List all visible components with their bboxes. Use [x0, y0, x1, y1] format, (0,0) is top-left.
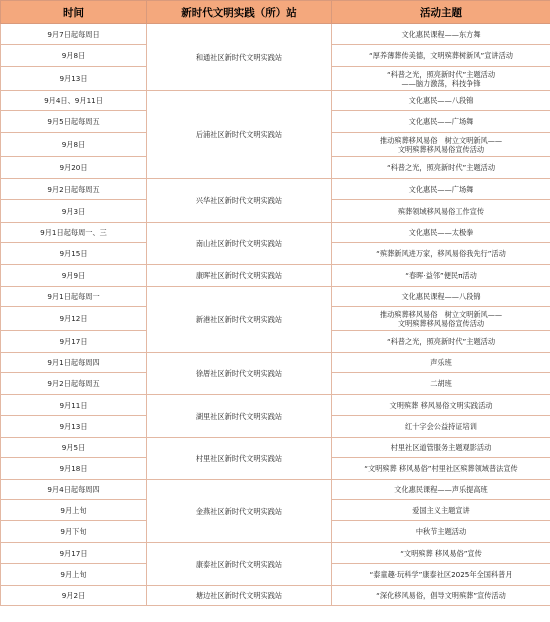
time-cell: 9月13日 — [1, 67, 147, 91]
station-cell: 和通社区新时代文明实践站 — [147, 24, 332, 91]
topic-cell: 二胡班 — [332, 373, 550, 395]
station-cell: 新港社区新时代文明实践站 — [147, 287, 332, 353]
topic-cell: 文明殡葬 移风易俗文明实践活动 — [332, 395, 550, 416]
topic-cell: 文化惠民课程——声乐提高班 — [332, 480, 550, 500]
time-cell: 9月8日 — [1, 133, 147, 157]
topic-cell: 推动殡葬移风易俗 树立文明新风—— 文明殡葬移风易俗宣传活动 — [332, 307, 550, 331]
table-row — [1, 543, 550, 564]
time-cell: 9月15日 — [1, 243, 147, 265]
time-cell: 9月20日 — [1, 157, 147, 179]
topic-cell: “科普之光，照亮新时代”主题活动 — [332, 331, 550, 353]
station-cell: 塘边社区新时代文明实践站 — [147, 586, 332, 606]
topic-cell: 文化惠民——太极拳 — [332, 223, 550, 243]
table-row — [1, 586, 550, 606]
time-cell: 9月17日 — [1, 331, 147, 353]
table-row — [1, 223, 550, 243]
topic-cell: 文化惠民——广场舞 — [332, 179, 550, 200]
station-cell: 湖里社区新时代文明实践站 — [147, 395, 332, 438]
table-row — [1, 353, 550, 373]
station-cell: 金燕社区新时代文明实践站 — [147, 480, 332, 543]
time-cell: 9月11日 — [1, 395, 147, 416]
topic-cell: 文化惠民——广场舞 — [332, 111, 550, 133]
time-cell: 9月17日 — [1, 543, 147, 564]
time-cell: 9月13日 — [1, 416, 147, 438]
time-cell: 9月下旬 — [1, 521, 147, 543]
time-cell: 9月18日 — [1, 458, 147, 480]
time-cell: 9月1日起每周一 — [1, 287, 147, 307]
topic-cell: “文明殡葬 移风易俗”村里社区殡葬领域普法宣传 — [332, 458, 550, 480]
header-topic: 活动主题 — [332, 1, 550, 24]
topic-cell: “厚养薄葬传美德，文明殡葬树新风”宣讲活动 — [332, 45, 550, 67]
time-cell: 9月2日起每周五 — [1, 373, 147, 395]
time-cell: 9月1日起每周四 — [1, 353, 147, 373]
time-cell: 9月5日起每周五 — [1, 111, 147, 133]
station-cell: 兴华社区新时代文明实践站 — [147, 179, 332, 223]
station-cell: 康晖社区新时代文明实践站 — [147, 265, 332, 287]
station-cell: 后浦社区新时代文明实践站 — [147, 91, 332, 179]
time-cell: 9月4日起每周四 — [1, 480, 147, 500]
station-cell: 康泰社区新时代文明实践站 — [147, 543, 332, 586]
table-row — [1, 438, 550, 458]
time-cell: 9月1日起每周一、三 — [1, 223, 147, 243]
time-cell: 9月7日起每周日 — [1, 24, 147, 45]
topic-cell: 文化惠民课程——东方舞 — [332, 24, 550, 45]
topic-cell: “泰童趣·玩科学”康泰社区2025年全国科普月 — [332, 564, 550, 586]
time-cell: 9月2日起每周五 — [1, 179, 147, 200]
time-cell: 9月2日 — [1, 586, 147, 606]
time-cell: 9月上旬 — [1, 500, 147, 521]
topic-cell: 文化惠民——八段锦 — [332, 91, 550, 111]
time-cell: 9月9日 — [1, 265, 147, 287]
topic-cell: 中秋节主题活动 — [332, 521, 550, 543]
header-station: 新时代文明实践（所）站 — [147, 1, 332, 24]
time-cell: 9月4日、9月11日 — [1, 91, 147, 111]
station-cell: 南山社区新时代文明实践站 — [147, 223, 332, 265]
time-cell: 9月12日 — [1, 307, 147, 331]
station-cell: 徐厝社区新时代文明实践站 — [147, 353, 332, 395]
topic-cell: 推动殡葬移风易俗 树立文明新风—— 文明殡葬移风易俗宣传活动 — [332, 133, 550, 157]
topic-cell: “殡葬新风进万家，移风易俗我先行”活动 — [332, 243, 550, 265]
station-cell: 村里社区新时代文明实践站 — [147, 438, 332, 480]
topic-cell: “春晖·益邻”便民π活动 — [332, 265, 550, 287]
table-row — [1, 24, 550, 45]
topic-cell: 红十字会公益持证培训 — [332, 416, 550, 438]
time-cell: 9月5日 — [1, 438, 147, 458]
table-row — [1, 287, 550, 307]
topic-cell: 爱国主义主题宣讲 — [332, 500, 550, 521]
table-row — [1, 91, 550, 111]
header-time: 时间 — [1, 1, 147, 24]
topic-cell: 声乐班 — [332, 353, 550, 373]
topic-cell: “科普之光，照亮新时代”主题活动 ——脑力激荡，科技争锋 — [332, 67, 550, 91]
topic-cell: “文明殡葬 移风易俗”宣传 — [332, 543, 550, 564]
table-row — [1, 480, 550, 500]
topic-cell: 文化惠民课程——八段锦 — [332, 287, 550, 307]
topic-cell: 村里社区道管服务主题观影活动 — [332, 438, 550, 458]
table-row — [1, 265, 550, 287]
table-row — [1, 395, 550, 416]
table-header-row — [1, 1, 550, 24]
table-row — [1, 179, 550, 200]
topic-cell: 殡葬领域移风易俗工作宣传 — [332, 200, 550, 223]
time-cell: 9月3日 — [1, 200, 147, 223]
topic-cell: “科普之光，照亮新时代”主题活动 — [332, 157, 550, 179]
time-cell: 9月上旬 — [1, 564, 147, 586]
time-cell: 9月8日 — [1, 45, 147, 67]
topic-cell: “深化移风易俗，倡导文明殡葬”宣传活动 — [332, 586, 550, 606]
